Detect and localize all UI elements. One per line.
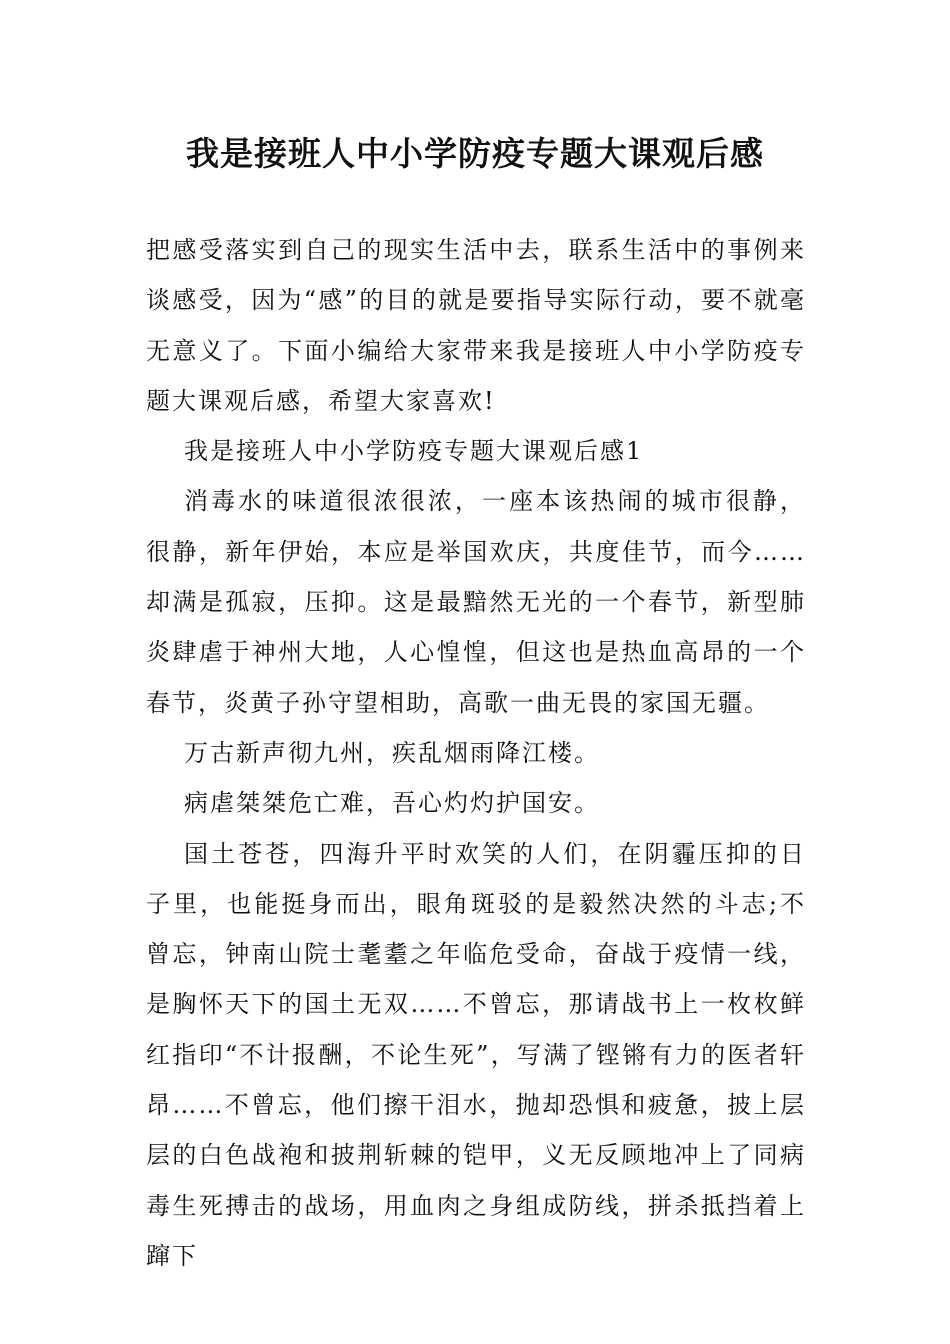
- document-body: [146, 225, 806, 1281]
- poem-line: 病虐桀桀危亡难，吾心灼灼护国安。: [184, 789, 600, 818]
- body-paragraph: 国土苍苍，四海升平时欢笑的人们，在阴霾压抑的日子里，也能挺身而出，眼角斑驳的是毅然决然的斗志;不曾忘，钟南山院士耄耋之年临危受命，奋战于疫情一线，是胸怀天下的国土无双……不曾忘，那请战书上一枚枚鲜红指印“不计报酬，不论生死”，写满了铿锵有力的医者轩昂……不曾忘，他们擦干泪水，抛却恐惧和疲惫，披上层层的白色战袍和披荆斩棘的铠甲，义无反顾地冲上了同病毒生死搏击的战场，用血肉之身组成防线，拼杀抵挡着上蹿下: [146, 839, 806, 1270]
- intro-paragraph: 把感受落实到自己的现实生活中去，联系生活中的事例来谈感受，因为“感”的目的就是要指导实际行动，要不就毫无意义了。下面小编给大家带来我是接班人中小学防疫专题大课观后感，希望大家喜欢!: [146, 236, 806, 415]
- body-paragraph: 消毒水的味道很浓很浓，一座本该热闹的城市很静，很静，新年伊始，本应是举国欢庆，共度佳节，而今……却满是孤寂，压抑。这是最黯然无光的一个春节，新型肺炎肆虐于神州大地，人心惶惶，但这也是热血高昂的一个春节，炎黄子孙守望相助，高歌一曲无畏的家国无疆。: [146, 487, 806, 717]
- section-heading: 我是接班人中小学防疫专题大课观后感1: [184, 437, 644, 466]
- document-title: 我是接班人中小学防疫专题大课观后感: [186, 134, 764, 173]
- poem-line: 万古新声彻九州，疾乱烟雨降江楼。: [184, 738, 600, 767]
